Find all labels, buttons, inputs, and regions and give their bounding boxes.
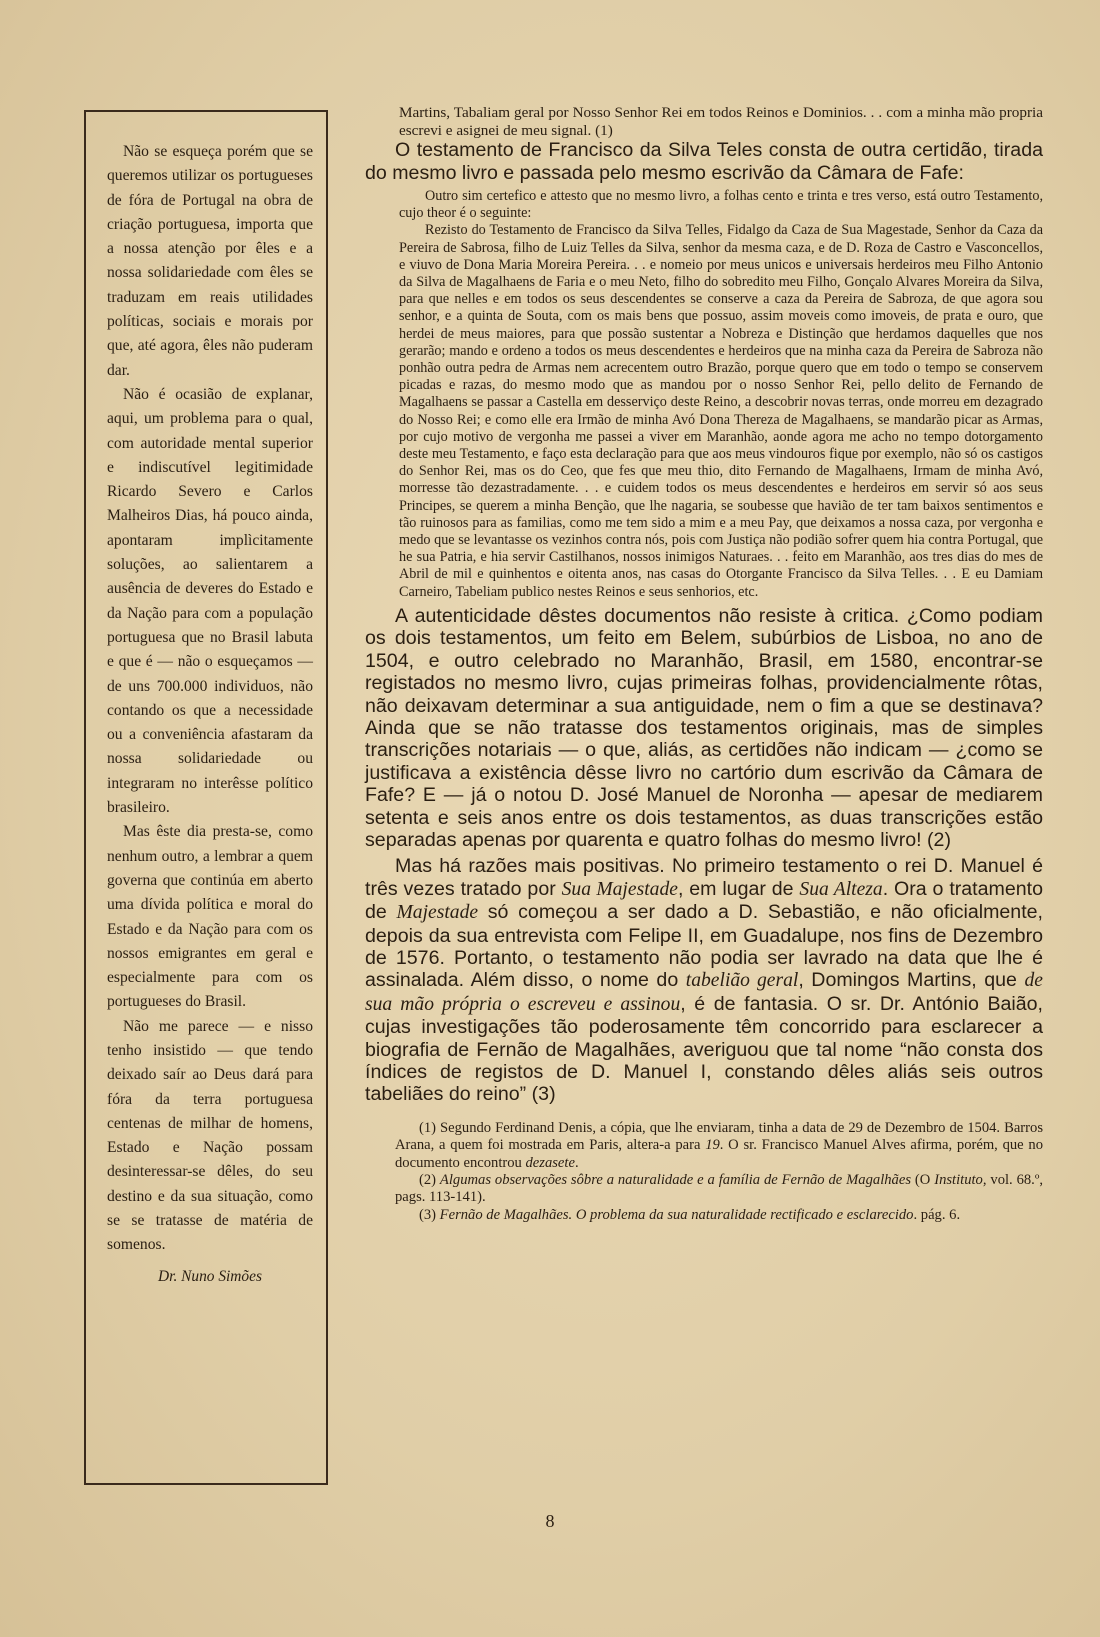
main-column bbox=[365, 104, 1043, 1224]
text: . bbox=[574, 1154, 579, 1171]
italic-text: Majestade bbox=[396, 902, 479, 924]
text: Mas há razões mais positivas. No primeiro testamento o rei D. Manuel é três vezes tratado por bbox=[365, 855, 1043, 900]
text: só começou a ser dado a D. Sebastião, e não oficialmente, depois da sua entrevista com Felipe II, em Guadalupe, nos fins de Dezembro de 1576. Portanto, o testamento não podia ser lavrado na data que lhe é assinalada. Além disso, o nome do bbox=[365, 901, 1043, 992]
testament-quote bbox=[365, 188, 1043, 601]
sidebar-paragraph: Não me parece — e nisso tenho insistido — que tendo deixado saír ao Deus dará para fóra da terra portuguesa centenas de milhar de homens, Estado e Nação possam desinteressar-se dêles, do seu destino e da sua situação, como se se tratasse de matéria de somenos. bbox=[107, 1017, 313, 1254]
footnote-1 bbox=[395, 1120, 1043, 1172]
footnote-3 bbox=[395, 1207, 1043, 1224]
text: , vol. 68.º, pags. 113-141). bbox=[395, 1172, 1044, 1206]
footnote-2 bbox=[395, 1172, 1043, 1207]
text: (1) Segundo Ferdinand Denis, a cópia, que lhe enviaram, tinha a data de 29 de Dezembro de 1504. Barros Arana, a quem foi mostrada em Paris, altera-a para bbox=[395, 1119, 1043, 1154]
text: (2) bbox=[419, 1172, 440, 1189]
italic-text: tabelião geral bbox=[685, 970, 799, 992]
sidebar-paragraph: Mas êste dia presta-se, como nenhum outro, a lembrar a quem governa que continúa em aberto uma dívida política e moral do Estado e da Nação para com os nossos emigrantes em geral e especialmente para com os portugueses do Brasil. bbox=[107, 823, 313, 1011]
page-number: 8 bbox=[545, 1511, 555, 1531]
italic-text: Sua Majestade bbox=[561, 878, 678, 900]
quote-body: Rezisto do Testamento de Francisco da Silva Telles, Fidalgo da Caza de Sua Magestade, Senhor da Caza da Pereira de Sabrosa, filho de Luiz Telles da Silva, senhor da mesma caza, e de D. Roza de Castro e Vasconcellos, e viuvo de Dona Maria Moreira Pereira. . . e nomeio por meus unicos e universais herdeiros meu Filho Antonio da Silva de Magalhaens de Faria e o meu Neto, filho do sobredito meu Filho, Gonçalo Alvares Moreira da Silva, para que nelles e em todos os seus descendentes se conserve a caza da Pereira de Sabroza, de que agora sou senhor, e a quinta de Souta, com os mais bens que possuo, assim moveis como imoveis, de prata e ouro, que herdei de meus maiores, para que possão sustentar a Nobreza e Distinção que herdamos daquelles que nos gerarão; mando e ordeno a todos os meus descendentes e herdeiros que na minha caza da Pereira de Sabroza não ponhão outra pedra de Armas nem acrecentem outro Brazão, porque quero que em todo o tempo se conservem picadas e razas, do mesmo modo que as mandou por o nosso Senhor Rei, pello delito de Fernando de Magalhaens se passar a Castella em desserviço deste Reino, a descobrir novas terras, onde morreu em dezagrado do Nosso Rei; e como elle era Irmão de minha Avó Dona Thereza de Magalhaens, se mandarão picar as Armas, por cujo motivo de vergonha me passei a viver em Maranhão, aonde agora me acho no tempo dotorgamento deste meu Testamento, e faço esta declaração para que aos meus vindouros fique por exemplo, não só os castigos do Senhor Rei, mas os do Ceo, que fes que meu thio, dito Fernando de Magalhaens, Irmam de minha Avó, morresse tão dezastradamente. . . e cuidem todos os meus descendentes e herdeiros em servir só aos seus Principes, se querem a minha Benção, que lhe nagaria, se soubesse que havião de ter tam baixos sentimentos e tão ruinosos para as familias, como me tem sido a mim e a meu Pay, que deixamos a nossa caza, por vergonha e medo que se levantasse os vezinhos contra nós, pois com Justiça não podião sofrer quem hia contra Portugal, que he sua Patria, e hia servir Castilhanos, nossos inimigos Naturaes. . . feito em Maranhão, aos tres dias do mes de Abril de mil e quinhentos e oitenta anos, nas casas do Otorgante Francisco da Silva Telles. . . E eu Damiam Carneiro, Tabeliam publico nestes Reinos e seus senhorios, etc. bbox=[399, 222, 1043, 600]
sidebar-paragraph: Não é ocasião de explanar, aqui, um problema para o qual, com autoridade mental superior e indiscutível legitimidade Ricardo Severo e Carlos Malheiros Dias, há pouco ainda, apontaram implìcitamente soluções, ao salientarem a ausência de deveres do Estado e da Nação para com a população portuguesa que no Brasil labuta e que é — não o esqueçamos — de uns 700.000 individuos, não contando os que a necessidade ou a conveniência afastaram da nossa solidariedade ou integraram no interêsse político brasileiro. bbox=[107, 385, 313, 817]
text: . Ora o tratamento de bbox=[365, 877, 1043, 924]
italic-text: 19 bbox=[705, 1137, 720, 1154]
text: , é de fantasia. O sr. Dr. António Baião, cujas investigações tão poderosamente têm concorrido para esclarecer a biografia de Fernão de Magalhães, averiguou que tal nome “não consta dos índices de registos de D. Manuel I, constando dêles aliás seis outros tabeliães do reino” (3) bbox=[365, 992, 1043, 1106]
text: . pág. 6. bbox=[913, 1206, 961, 1223]
paragraph-testamento: O testamento de Francisco da Silva Teles consta de outra certidão, tirada do mesmo livro e passada pelo mesmo escrivão da Câmara de Fafe: bbox=[365, 139, 1043, 184]
italic-text: dezasete bbox=[525, 1154, 575, 1171]
sidebar-signature: Dr. Nuno Simões bbox=[158, 1267, 262, 1285]
footnotes bbox=[365, 1120, 1043, 1224]
paragraph-autenticidade: A autenticidade dêstes documentos não resiste à critica. ¿Como podiam os dois testamentos, um feito em Belem, subúrbios de Lisboa, no ano de 1504, e outro celebrado no Maranhão, Brasil, em 1580, encontrar-se registados no mesmo livro, cujas primeiras folhas, providencialmente rôtas, não deixavam determinar a sua antiguidade, nem o fim a que se destinava? Ainda que se não tratasse dos testamentos originais, mas de simples transcrições notariais — o que, aliás, as certidões não indicam — ¿como se justificava a existência dêsse livro no cartório dum escrivão da Câmara de Fafe? E — já o notou D. José Manuel de Noronha — apesar de mediarem setenta e seis anos entre os dois testamentos, as duas transcrições estão separadas apenas por quarenta e quatro folhas do mesmo livro! (2) bbox=[365, 604, 1043, 851]
italic-text: Sua Alteza bbox=[799, 878, 883, 900]
italic-text: Instituto bbox=[934, 1172, 983, 1189]
italic-text: Algumas observações sôbre a naturalidade e a família de Fernão de Magalhães bbox=[439, 1172, 912, 1189]
sidebar-box bbox=[84, 110, 328, 1485]
italic-text: de sua mão própria o escreveu e assinou bbox=[365, 970, 1043, 1015]
text: , em lugar de bbox=[677, 877, 800, 900]
text: , Domingos Martins, que bbox=[798, 969, 1025, 992]
quote-intro: Outro sim certefico e attesto que no mesmo livro, a folhas cento e trinta e tres verso, está outro Testamento, cujo theor é o seguinte: bbox=[399, 188, 1043, 222]
text: . O sr. Francisco Manuel Alves afirma, porém, que no documento encontrou bbox=[395, 1137, 1043, 1171]
paragraph-razoes bbox=[365, 855, 1043, 1105]
text: (3) bbox=[419, 1206, 440, 1223]
sidebar-paragraph: Não se esqueça porém que se queremos utilizar os portugueses de fóra de Portugal na obra de criação portuguesa, importa que a nossa atenção por êles e a nossa solidariedade com êles se traduzam em reais utilidades políticas, sociais e morais por que, até agora, êles não puderam dar. bbox=[107, 143, 313, 379]
opening-quote: Martins, Tabaliam geral por Nosso Senhor Rei em todos Reinos e Dominios. . . com a minha mão propria escrevi e asignei de meu signal. (1) bbox=[399, 104, 1043, 139]
text: (O bbox=[911, 1172, 935, 1189]
italic-text: Fernão de Magalhães. O problema da sua naturalidade rectificado e esclarecido bbox=[439, 1206, 914, 1223]
